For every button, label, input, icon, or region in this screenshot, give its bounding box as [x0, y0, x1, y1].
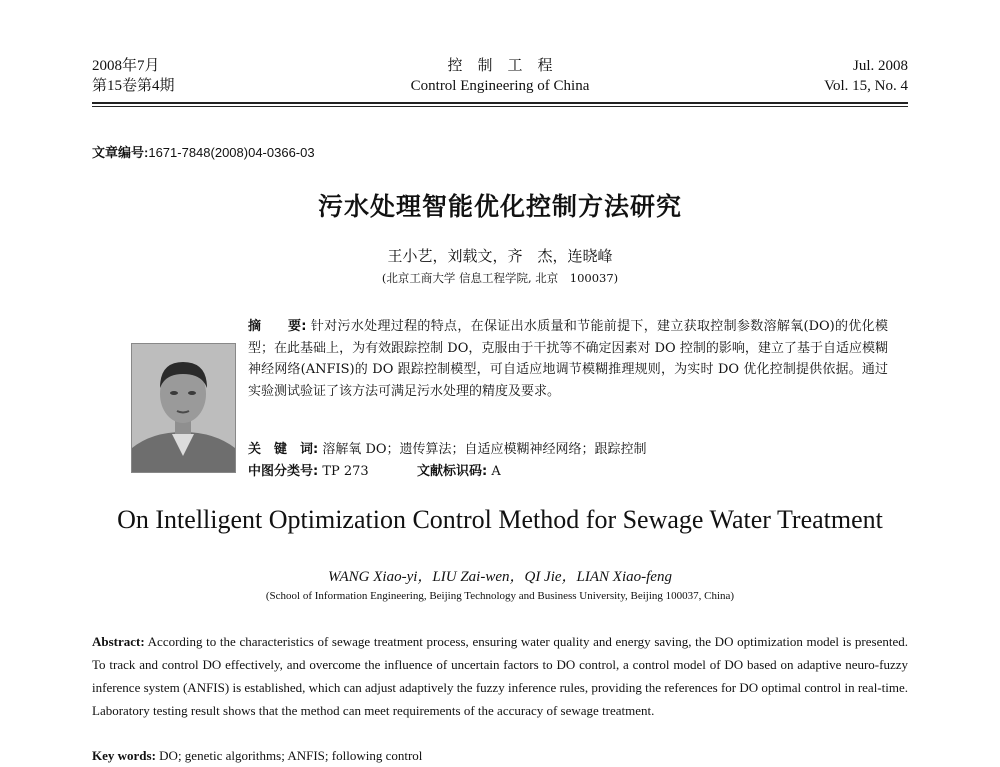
- keywords-cn-label: 关 键 词:: [248, 442, 319, 457]
- abstract-en-label: Abstract:: [92, 634, 145, 649]
- classification-cn: [248, 461, 888, 482]
- clc-label: 中图分类号:: [248, 464, 319, 479]
- article-number: [92, 142, 315, 161]
- keywords-en-label: Key words:: [92, 748, 156, 763]
- author-portrait-icon: [132, 344, 235, 472]
- paper-title-cn: 污水处理智能优化控制方法研究: [317, 192, 682, 221]
- keywords-cn: [248, 439, 888, 460]
- paper-title-en: On Intelligent Optimization Control Method for Sewage Water Treatment: [117, 505, 883, 534]
- abstract-cn-text: 针对污水处理过程的特点，在保证出水质量和节能前提下，建立获取控制参数溶解氧(DO)的优化模型；在此基础上，为有效跟踪控制 DO，克服由于干扰等不确定因素对 DO 控制的影响，建立了基于自适应模糊神经网络(ANFIS)的 DO 跟踪控制模型，可自适应地调节模糊推理规则，为实时 DO 优化控制提供依据。通过实验测试验证了该方法可满足污水处理的精度及要求。: [248, 319, 888, 399]
- keywords-cn-text: 溶解氧 DO；遗传算法；自适应模糊神经网络；跟踪控制: [322, 442, 647, 457]
- header-rule-thick: [92, 102, 908, 104]
- keywords-en: [92, 744, 908, 767]
- author-photo: [131, 343, 236, 473]
- journal-name-cn: 控 制 工 程: [447, 58, 553, 74]
- abstract-cn: [248, 316, 888, 402]
- journal-volume-en: Vol. 15, No. 4: [824, 78, 908, 94]
- doc-code-label: 文献标识码:: [417, 464, 488, 479]
- abstract-en: [92, 630, 908, 722]
- abstract-cn-label: 摘 要:: [248, 319, 307, 334]
- authors-en: WANG Xiao-yi，LIU Zai-wen，QI Jie，LIAN Xiao-feng: [328, 569, 672, 585]
- abstract-en-text: According to the characteristics of sewage treatment process, ensuring water quality and energy saving, the DO optimization model is presented. To track and control DO effectively, and overcome the influence of uncertain factors to DO control, a control model of DO based on adaptive neuro-fuzzy inference system (ANFIS) is established, which can adjust adaptively the fuzzy inference rules, providing the references for DO optimal control in real-time. Laboratory testing result shows that the method can meet requirements of the accuracy of sewage treatment.: [92, 634, 908, 718]
- keywords-en-text: DO; genetic algorithms; ANFIS; following control: [159, 748, 423, 763]
- journal-date-volume-en: [824, 56, 908, 96]
- journal-volume: 第15卷第4期: [92, 78, 175, 94]
- journal-date-en: Jul. 2008: [852, 58, 908, 74]
- journal-date: 2008年7月: [92, 58, 160, 74]
- header-rule-thin: [92, 106, 908, 107]
- journal-name-en: Control Engineering of China: [410, 78, 590, 94]
- doc-code-value: A: [491, 464, 501, 479]
- affiliation-en: (School of Information Engineering, Beijing Technology and Business University, Beijing 100037, China): [265, 590, 735, 602]
- article-number-label: 文章编号:: [92, 145, 149, 160]
- affiliation-cn: (北京工商大学 信息工程学院, 北京 100037): [381, 271, 619, 285]
- article-number-value: 1671-7848(2008)04-0366-03: [148, 145, 315, 160]
- clc-value: TP 273: [322, 464, 369, 479]
- authors-cn: 王小艺，刘载文，齐 杰，连晓峰: [387, 247, 613, 265]
